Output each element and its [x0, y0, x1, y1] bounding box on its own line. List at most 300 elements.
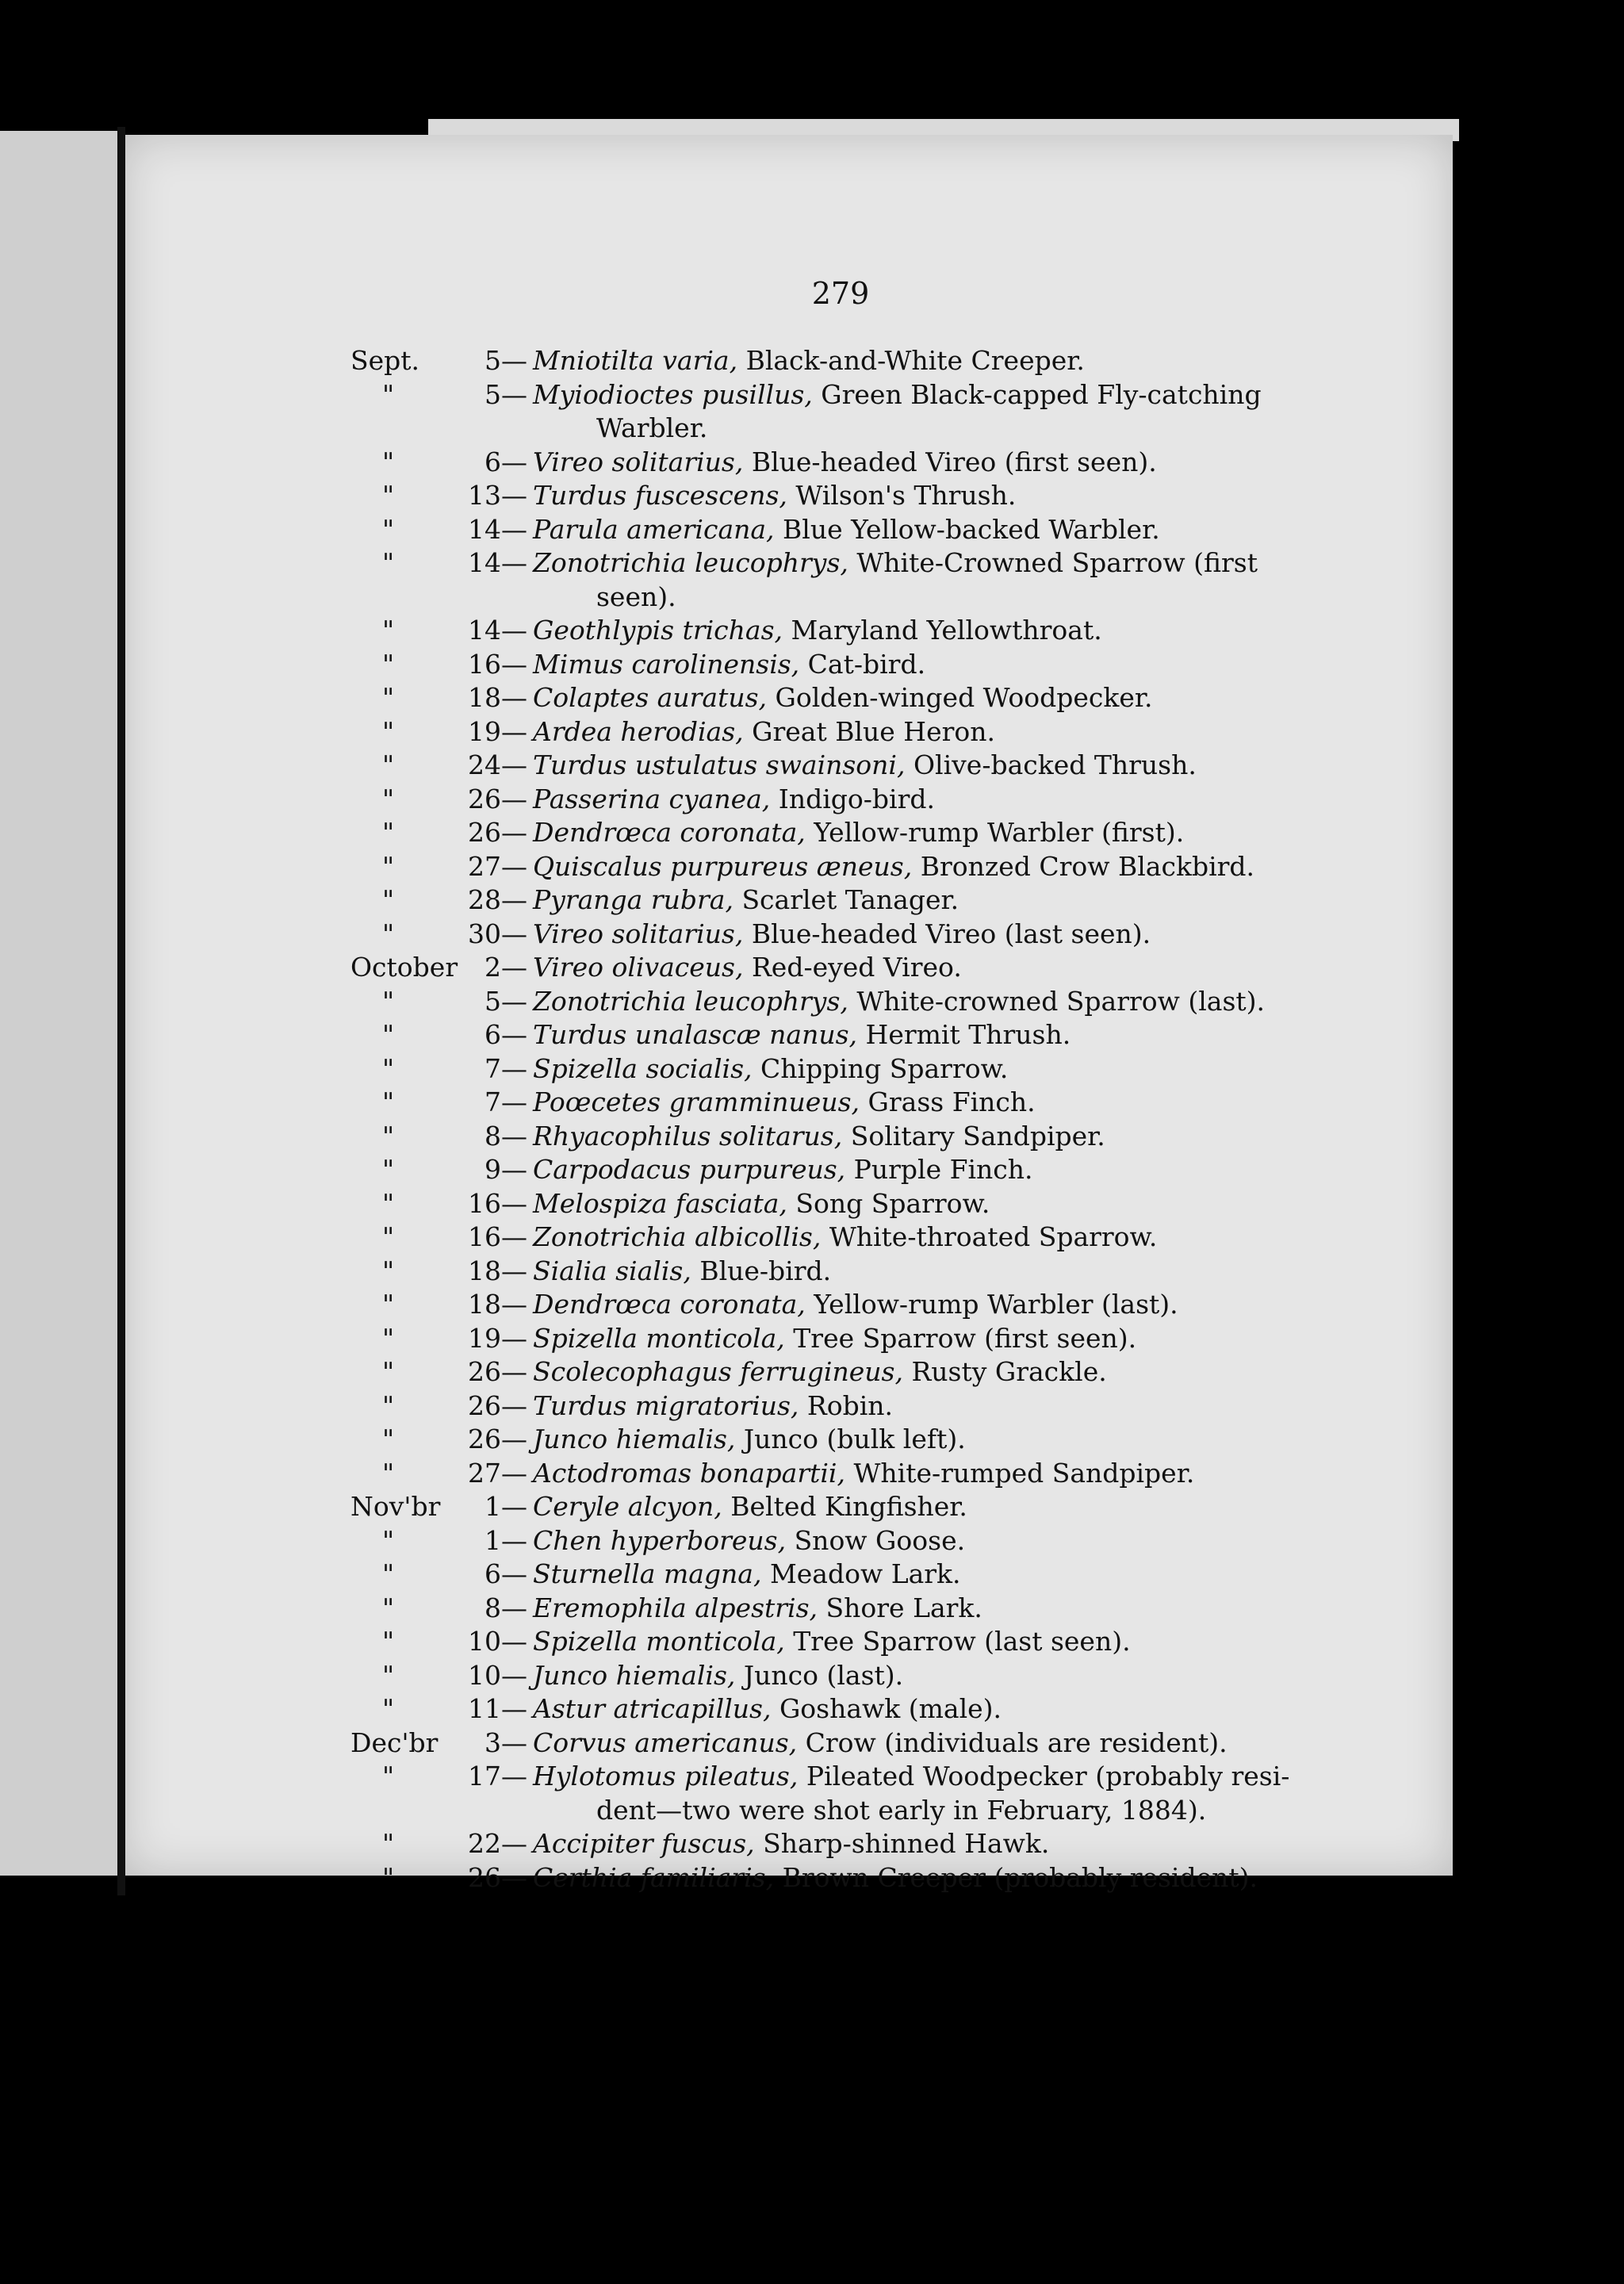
entry-day: 24	[468, 749, 501, 780]
entry-dash: —	[501, 1086, 527, 1117]
entry-continuation: seen).	[596, 581, 676, 612]
entry-continuation: Warbler.	[596, 412, 708, 443]
common-name: Tree Sparrow (last seen).	[793, 1626, 1131, 1657]
common-name: Brown Creeper (probably resident).	[782, 1861, 1258, 1893]
common-name: White-crowned Sparrow (last).	[856, 985, 1266, 1017]
entry-text	[533, 1221, 1157, 1252]
entry-month: "	[382, 1558, 395, 1589]
common-name: Blue-headed Vireo (first seen).	[751, 446, 1157, 477]
entry-day: 7	[485, 1086, 501, 1117]
entry-text	[533, 682, 1153, 713]
entry-day: 27	[468, 850, 501, 882]
entry-month: Nov'br	[350, 1491, 441, 1522]
entry-text	[533, 1086, 1036, 1117]
entry-text	[533, 1592, 982, 1623]
entry-dash: —	[501, 884, 527, 915]
scientific-name: Spizella socialis,	[533, 1052, 753, 1084]
entry-row	[0, 1626, 1624, 1661]
common-name: Wilson's Thrush.	[795, 480, 1017, 511]
entry-dash: —	[501, 952, 527, 983]
common-name: Snow Goose.	[794, 1524, 966, 1556]
scientific-name: Dendrœca coronata,	[533, 817, 806, 848]
entry-month: "	[382, 1457, 395, 1489]
entry-dash: —	[501, 1019, 527, 1050]
entry-row	[0, 1289, 1624, 1324]
common-name: Indigo-bird.	[778, 783, 935, 814]
entry-text	[533, 884, 959, 915]
common-name: Great Blue Heron.	[752, 715, 996, 747]
entry-month: "	[382, 1693, 395, 1724]
entry-text	[533, 1862, 1258, 1893]
common-name: Solitary Sandpiper.	[850, 1120, 1105, 1152]
entry-text	[533, 1693, 1002, 1724]
entry-day: 16	[468, 1187, 501, 1219]
entry-day: 5	[485, 985, 501, 1017]
scientific-name: Turdus fuscescens,	[533, 480, 787, 511]
entry-dash: —	[501, 547, 527, 578]
entry-continuation: dent—two were shot early in February, 1884).	[596, 1794, 1207, 1826]
entry-month: "	[382, 1659, 395, 1691]
entry-day: 16	[468, 648, 501, 680]
entry-text	[533, 1558, 961, 1589]
entry-row	[0, 1727, 1624, 1762]
entry-row	[0, 918, 1624, 953]
entry-day: 14	[468, 513, 501, 545]
entry-text	[533, 1188, 990, 1219]
entry-text	[533, 1255, 831, 1286]
entry-row	[0, 649, 1624, 684]
entry-day: 19	[468, 715, 501, 747]
entry-month: "	[382, 1389, 395, 1421]
entry-day: 6	[485, 1019, 501, 1050]
scientific-name: Geothlypis trichas,	[533, 615, 783, 646]
common-name: Robin.	[806, 1389, 894, 1421]
entry-month: "	[382, 783, 395, 814]
entry-day: 6	[485, 1558, 501, 1589]
entry-day: 5	[485, 345, 501, 376]
entry-month: "	[382, 850, 395, 882]
scientific-name: Sialia sialis,	[533, 1255, 691, 1286]
entry-month: "	[382, 1154, 395, 1185]
scientific-name: Spizella monticola,	[533, 1322, 785, 1354]
common-name: Green Black-capped Fly-catching	[821, 378, 1262, 410]
entry-month: Dec'br	[350, 1726, 439, 1758]
entry-row	[0, 1255, 1624, 1290]
scientific-name: Colaptes auratus,	[533, 682, 768, 713]
entry-dash: —	[501, 1592, 527, 1623]
entry-month: "	[382, 817, 395, 848]
entry-month: "	[382, 1221, 395, 1252]
entry-row	[0, 514, 1624, 549]
entry-row	[0, 1188, 1624, 1223]
entry-dash: —	[501, 1187, 527, 1219]
common-name: Junco (bulk left).	[743, 1424, 966, 1454]
scientific-name: Zonotrichia leucophrys,	[533, 985, 848, 1017]
entry-day: 18	[468, 1289, 501, 1320]
entry-day: 9	[485, 1154, 501, 1185]
entry-text	[533, 1390, 893, 1421]
scientific-name: Vireo solitarius,	[533, 918, 744, 949]
entry-day: 26	[468, 817, 501, 848]
entry-dash: —	[501, 1052, 527, 1084]
entry-dash: —	[501, 1457, 527, 1489]
scientific-name: Hylotomus pileatus,	[533, 1761, 799, 1792]
entry-day: 19	[468, 1322, 501, 1354]
common-name: Golden-winged Woodpecker.	[775, 682, 1153, 713]
scientific-name: Dendrœca coronata,	[533, 1289, 806, 1320]
entry-text	[533, 446, 1157, 477]
entry-dash: —	[501, 1861, 527, 1893]
entry-text	[533, 1323, 1136, 1354]
scientific-name: Mimus carolinensis,	[533, 648, 800, 680]
entry-month: "	[382, 1356, 395, 1387]
entry-month: "	[382, 985, 395, 1017]
entry-row	[0, 1525, 1624, 1560]
entry-dash: —	[501, 513, 527, 545]
entry-dash: —	[501, 715, 527, 747]
common-name: White-rumped Sandpiper.	[853, 1457, 1195, 1489]
entry-month: "	[382, 715, 395, 747]
entry-day: 6	[485, 446, 501, 477]
entry-month: "	[382, 1424, 395, 1454]
entry-dash: —	[501, 1356, 527, 1387]
scientific-name: Eremophila alpestris,	[533, 1592, 818, 1623]
entry-month: "	[382, 749, 395, 780]
entry-day: 10	[468, 1626, 501, 1657]
entry-dash: —	[501, 749, 527, 780]
common-name: White-throated Sparrow.	[829, 1221, 1158, 1252]
common-name: Yellow-rump Warbler (last).	[814, 1289, 1178, 1320]
entry-dash: —	[501, 783, 527, 814]
scientific-name: Turdus ustulatus swainsoni,	[533, 749, 906, 780]
entry-month: "	[382, 682, 395, 713]
entry-day: 8	[485, 1120, 501, 1152]
entry-text	[533, 480, 1016, 511]
entry-row	[0, 1424, 1624, 1458]
entry-row	[0, 1761, 1624, 1795]
entry-dash: —	[501, 985, 527, 1017]
entry-text	[533, 1626, 1131, 1657]
entry-month: "	[382, 918, 395, 949]
entry-text	[533, 1458, 1194, 1489]
common-name: Scarlet Tanager.	[741, 884, 959, 915]
entry-month: Sept.	[350, 345, 420, 376]
scientific-name: Junco hiemalis,	[533, 1659, 736, 1691]
entry-day: 11	[468, 1693, 501, 1724]
entry-text	[533, 1761, 1289, 1792]
entry-day: 5	[485, 378, 501, 410]
entry-dash: —	[501, 1154, 527, 1185]
entry-row	[0, 1221, 1624, 1256]
entry-day: 26	[468, 1356, 501, 1387]
entry-day: 18	[468, 1255, 501, 1286]
entry-text	[533, 345, 1085, 376]
entry-month: "	[382, 1086, 395, 1117]
entry-dash: —	[501, 682, 527, 713]
entry-dash: —	[501, 1255, 527, 1286]
entry-text	[533, 1424, 966, 1454]
entry-day: 13	[468, 480, 501, 511]
entry-day: 30	[468, 918, 501, 949]
scientific-name: Zonotrichia albicollis,	[533, 1221, 822, 1252]
entry-text	[533, 1289, 1178, 1320]
scientific-name: Astur atricapillus,	[533, 1693, 772, 1724]
entry-dash: —	[501, 1221, 527, 1252]
entry-row	[0, 817, 1624, 852]
entry-row	[0, 1558, 1624, 1593]
entry-row	[0, 1828, 1624, 1863]
scientific-name: Chen hyperboreus,	[533, 1524, 787, 1556]
entry-month: "	[382, 1255, 395, 1286]
entry-text	[533, 749, 1197, 780]
entry-month: "	[382, 480, 395, 511]
scientific-name: Scolecophagus ferrugineus,	[533, 1356, 903, 1387]
scientific-name: Rhyacophilus solitarus,	[533, 1120, 843, 1152]
entry-day: 1	[485, 1491, 501, 1522]
entry-dash: —	[501, 1726, 527, 1758]
entry-dash: —	[501, 1491, 527, 1522]
entry-row	[0, 1053, 1624, 1088]
entry-month: "	[382, 884, 395, 915]
entry-dash: —	[501, 1389, 527, 1421]
common-name: Pileated Woodpecker (probably resi-	[806, 1761, 1290, 1792]
scientific-name: Vireo olivaceus,	[533, 952, 744, 983]
entry-dash: —	[501, 1659, 527, 1691]
scientific-name: Zonotrichia leucophrys,	[533, 547, 848, 578]
common-name: Blue Yellow-backed Warbler.	[783, 513, 1160, 545]
entry-day: 2	[485, 952, 501, 983]
common-name: Yellow-rump Warbler (first).	[814, 817, 1185, 848]
common-name: Crow (individuals are resident).	[805, 1726, 1228, 1758]
common-name: Song Sparrow.	[795, 1187, 990, 1219]
entry-row	[0, 682, 1624, 717]
entry-row	[0, 1491, 1624, 1526]
common-name: Sharp-shinned Hawk.	[763, 1828, 1050, 1859]
entry-dash: —	[501, 480, 527, 511]
scientific-name: Ardea herodias,	[533, 715, 744, 747]
entry-month: "	[382, 1861, 395, 1893]
entry-month: "	[382, 513, 395, 545]
entry-day: 17	[468, 1761, 501, 1792]
scientific-name: Turdus unalascæ nanus,	[533, 1019, 858, 1050]
entry-text	[533, 986, 1265, 1017]
entry-row	[0, 784, 1624, 818]
common-name: Blue-bird.	[699, 1255, 832, 1286]
entry-dash: —	[501, 648, 527, 680]
common-name: Grass Finch.	[868, 1086, 1036, 1117]
entry-month: "	[382, 1524, 395, 1556]
entry-month: "	[382, 547, 395, 578]
entry-text	[533, 649, 925, 680]
entry-row	[0, 749, 1624, 784]
entry-row	[0, 952, 1624, 987]
scientific-name: Certhia familiaris,	[533, 1861, 775, 1893]
common-name: Junco (last).	[743, 1659, 904, 1691]
entry-row	[0, 1660, 1624, 1695]
entry-row	[0, 1693, 1624, 1728]
entry-text	[533, 784, 935, 814]
entry-day: 26	[468, 783, 501, 814]
entry-day: 26	[468, 1424, 501, 1454]
scientific-name: Poœcetes gramminueus,	[533, 1086, 860, 1117]
entry-text	[533, 1828, 1049, 1859]
entry-month: "	[382, 648, 395, 680]
entry-day: 3	[485, 1726, 501, 1758]
entry-month: "	[382, 1761, 395, 1792]
entry-text	[533, 1121, 1105, 1152]
entry-day: 26	[468, 1389, 501, 1421]
entry-row	[0, 615, 1624, 650]
entry-row	[0, 547, 1624, 582]
entry-text	[533, 1525, 965, 1556]
entry-dash: —	[501, 1120, 527, 1152]
entry-month: "	[382, 1828, 395, 1859]
entry-row	[0, 1592, 1624, 1627]
common-name: Maryland Yellowthroat.	[791, 615, 1102, 646]
entry-text	[533, 1727, 1228, 1758]
entry-text	[533, 1356, 1107, 1387]
common-name: Purple Finch.	[853, 1154, 1033, 1185]
common-name: Shore Lark.	[825, 1592, 982, 1623]
entry-month: October	[350, 952, 458, 983]
entry-row	[0, 345, 1624, 380]
scientific-name: Junco hiemalis,	[533, 1424, 736, 1454]
entry-day: 28	[468, 884, 501, 915]
entry-row	[0, 884, 1624, 919]
entry-day: 18	[468, 682, 501, 713]
entry-text	[533, 547, 1258, 578]
common-name: Bronzed Crow Blackbird.	[920, 850, 1255, 882]
entry-row	[0, 1458, 1624, 1493]
common-name: Blue-headed Vireo (last seen).	[751, 918, 1151, 949]
common-name: Chipping Sparrow.	[760, 1052, 1009, 1084]
entry-row	[0, 1862, 1624, 1897]
entry-month: "	[382, 1289, 395, 1320]
entry-text	[533, 615, 1102, 646]
scientific-name: Carpodacus purpureus,	[533, 1154, 846, 1185]
common-name: Cat-bird.	[807, 648, 926, 680]
entry-day: 27	[468, 1457, 501, 1489]
common-name: Rusty Grackle.	[911, 1356, 1107, 1387]
entry-text	[533, 1019, 1071, 1050]
common-name: Belted Kingfisher.	[730, 1491, 967, 1522]
common-name: Meadow Lark.	[769, 1558, 961, 1589]
entry-row	[0, 1086, 1624, 1121]
scientific-name: Turdus migratorius,	[533, 1389, 799, 1421]
entry-row	[0, 1121, 1624, 1155]
scientific-name: Corvus americanus,	[533, 1726, 798, 1758]
entry-text	[533, 1491, 967, 1522]
entry-day: 26	[468, 1861, 501, 1893]
common-name: Tree Sparrow (first seen).	[793, 1322, 1137, 1354]
entry-day: 14	[468, 547, 501, 578]
entry-dash: —	[501, 446, 527, 477]
entry-text	[533, 1053, 1008, 1084]
scientific-name: Passerina cyanea,	[533, 783, 771, 814]
entry-dash: —	[501, 1322, 527, 1354]
page-number: 279	[811, 276, 870, 311]
entry-month: "	[382, 1322, 395, 1354]
entry-dash: —	[501, 1828, 527, 1859]
common-name: Goshawk (male).	[779, 1693, 1002, 1724]
scientific-name: Accipiter fuscus,	[533, 1828, 755, 1859]
entry-dash: —	[501, 850, 527, 882]
entry-text	[533, 1154, 1033, 1185]
entry-row	[0, 1154, 1624, 1189]
entry-row	[0, 1323, 1624, 1358]
common-name: Black-and-White Creeper.	[745, 345, 1085, 376]
entry-month: "	[382, 1120, 395, 1152]
entry-day: 22	[468, 1828, 501, 1859]
scientific-name: Pyranga rubra,	[533, 884, 733, 915]
scientific-name: Quiscalus purpureus æneus,	[533, 850, 913, 882]
scientific-name: Melospiza fasciata,	[533, 1187, 787, 1219]
entry-row	[0, 1356, 1624, 1391]
entry-day: 7	[485, 1052, 501, 1084]
entry-dash: —	[501, 817, 527, 848]
entry-text	[533, 1660, 903, 1691]
entry-row	[0, 851, 1624, 886]
entry-month: "	[382, 1187, 395, 1219]
scientific-name: Myiodioctes pusillus,	[533, 378, 813, 410]
scientific-name: Spizella monticola,	[533, 1626, 785, 1657]
entry-day: 16	[468, 1221, 501, 1252]
entry-row	[0, 986, 1624, 1021]
entry-text	[533, 918, 1151, 949]
entry-dash: —	[501, 1424, 527, 1454]
entry-day: 1	[485, 1524, 501, 1556]
entry-dash: —	[501, 1524, 527, 1556]
entry-month: "	[382, 1626, 395, 1657]
entry-dash: —	[501, 1761, 527, 1792]
entry-month: "	[382, 1592, 395, 1623]
entry-day: 8	[485, 1592, 501, 1623]
common-name: Red-eyed Vireo.	[751, 952, 962, 983]
entry-row	[0, 446, 1624, 481]
scientific-name: Sturnella magna,	[533, 1558, 762, 1589]
entry-text	[533, 817, 1184, 848]
entry-text	[533, 514, 1160, 545]
entry-dash: —	[501, 345, 527, 376]
entry-row	[0, 716, 1624, 751]
entry-month: "	[382, 378, 395, 410]
entry-dash: —	[501, 615, 527, 646]
entry-row	[0, 1390, 1624, 1425]
common-name: White-Crowned Sparrow (first	[856, 547, 1258, 578]
entry-row	[0, 1019, 1624, 1054]
entry-dash: —	[501, 1558, 527, 1589]
entry-day: 14	[468, 615, 501, 646]
entry-row	[0, 480, 1624, 515]
entry-text	[533, 379, 1262, 410]
entry-dash: —	[501, 1626, 527, 1657]
entry-month: "	[382, 1052, 395, 1084]
entry-text	[533, 952, 962, 983]
entry-dash: —	[501, 1289, 527, 1320]
entry-text	[533, 851, 1254, 882]
entry-day: 10	[468, 1659, 501, 1691]
scientific-name: Actodromas bonapartii,	[533, 1457, 845, 1489]
common-name: Hermit Thrush.	[865, 1019, 1071, 1050]
entry-month: "	[382, 1019, 395, 1050]
scientific-name: Mniotilta varia,	[533, 345, 738, 376]
entry-month: "	[382, 446, 395, 477]
entry-dash: —	[501, 918, 527, 949]
scientific-name: Vireo solitarius,	[533, 446, 744, 477]
entry-month: "	[382, 615, 395, 646]
common-name: Olive-backed Thrush.	[913, 749, 1197, 780]
entry-dash: —	[501, 1693, 527, 1724]
